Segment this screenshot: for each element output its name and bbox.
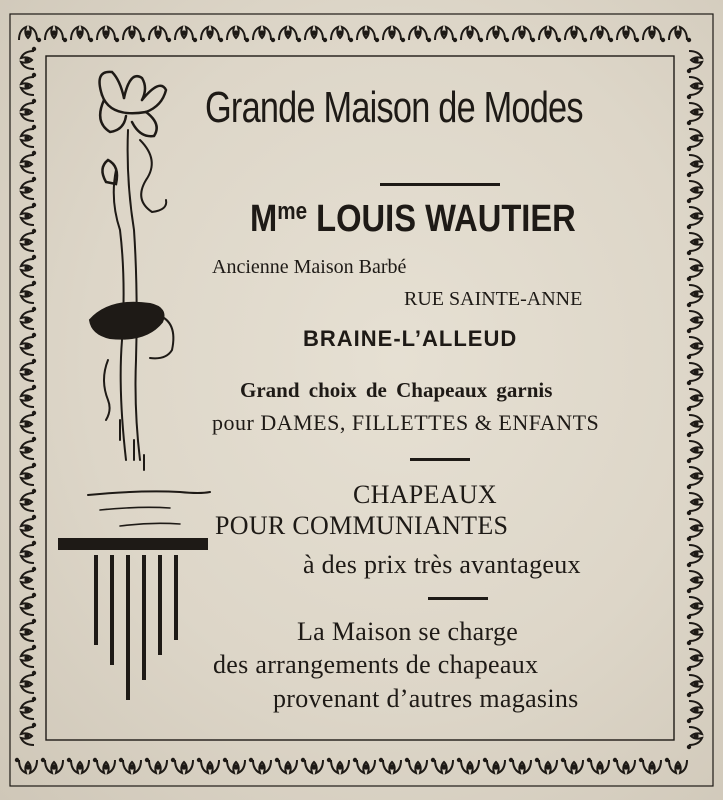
border-flower-icon bbox=[639, 758, 661, 773]
border-flower-icon bbox=[21, 47, 36, 69]
service-line-3: provenant d’autres magasins bbox=[273, 684, 579, 713]
border-flower-icon bbox=[687, 623, 702, 645]
border-flower-icon bbox=[687, 493, 702, 515]
border-flower-icon bbox=[45, 27, 67, 42]
border-flower-icon bbox=[457, 758, 479, 773]
section-divider-1 bbox=[410, 458, 470, 461]
shop-title: Grande Maison de Modes bbox=[205, 83, 583, 132]
border-flower-icon bbox=[67, 758, 89, 773]
border-flower-icon bbox=[249, 758, 271, 773]
border-flower-icon bbox=[21, 255, 36, 277]
border-flower-icon bbox=[123, 27, 145, 42]
border-flower-icon bbox=[21, 99, 36, 121]
city-line: BRAINE-L’ALLEUD bbox=[303, 326, 518, 351]
former-house-line: Ancienne Maison Barbé bbox=[212, 256, 407, 278]
border-flower-icon bbox=[119, 758, 141, 773]
border-flower-icon bbox=[21, 515, 36, 537]
border-flower-icon bbox=[97, 27, 119, 42]
border-flower-icon bbox=[21, 697, 36, 719]
border-flower-icon bbox=[539, 27, 561, 42]
border-flower-icon bbox=[687, 389, 702, 411]
lily-column-ornament-icon bbox=[50, 60, 220, 720]
border-flower-icon bbox=[643, 27, 665, 42]
border-flower-icon bbox=[513, 27, 535, 42]
border-flower-icon bbox=[301, 758, 323, 773]
street-line: RUE SAINTE-ANNE bbox=[404, 288, 583, 310]
border-flower-icon bbox=[275, 758, 297, 773]
border-flower-icon bbox=[21, 723, 36, 745]
border-flower-icon bbox=[21, 385, 36, 407]
proprietor-name bbox=[250, 200, 576, 238]
border-flower-icon bbox=[21, 411, 36, 433]
border-flower-icon bbox=[509, 758, 531, 773]
border-flower-icon bbox=[687, 51, 702, 73]
border-flower-icon bbox=[379, 758, 401, 773]
border-flower-icon bbox=[687, 337, 702, 359]
border-flower-icon bbox=[687, 285, 702, 307]
border-flower-icon bbox=[21, 463, 36, 485]
border-flower-icon bbox=[687, 701, 702, 723]
border-flower-icon bbox=[687, 649, 702, 671]
border-flower-icon bbox=[21, 489, 36, 511]
border-flower-icon bbox=[93, 758, 115, 773]
border-flower-icon bbox=[435, 27, 457, 42]
border-flower-icon bbox=[561, 758, 583, 773]
border-flower-icon bbox=[687, 259, 702, 281]
border-flower-icon bbox=[21, 437, 36, 459]
border-flower-icon bbox=[145, 758, 167, 773]
border-flower-icon bbox=[383, 27, 405, 42]
border-flower-icon bbox=[687, 571, 702, 593]
border-flower-icon bbox=[687, 233, 702, 255]
border-flower-icon bbox=[253, 27, 275, 42]
border-flower-icon bbox=[21, 125, 36, 147]
border-flower-icon bbox=[175, 27, 197, 42]
name-prefix: M bbox=[250, 198, 278, 240]
border-flower-icon bbox=[687, 77, 702, 99]
border-flower-icon bbox=[591, 27, 613, 42]
border-flower-icon bbox=[687, 207, 702, 229]
border-flower-icon bbox=[687, 675, 702, 697]
choice-line: Grand choix de Chapeaux garnis bbox=[240, 378, 553, 402]
border-flower-icon bbox=[21, 203, 36, 225]
border-flower-icon bbox=[483, 758, 505, 773]
border-flower-icon bbox=[535, 758, 557, 773]
border-flower-icon bbox=[357, 27, 379, 42]
border-flower-icon bbox=[21, 619, 36, 641]
border-flower-icon bbox=[227, 27, 249, 42]
border-flower-icon bbox=[21, 151, 36, 173]
border-flower-icon bbox=[21, 281, 36, 303]
border-flower-icon bbox=[21, 593, 36, 615]
border-flower-icon bbox=[21, 359, 36, 381]
title-divider bbox=[380, 183, 500, 186]
section-divider-2 bbox=[428, 597, 488, 600]
service-line-1: La Maison se charge bbox=[297, 617, 519, 646]
border-flower-icon bbox=[687, 103, 702, 125]
border-flower-icon bbox=[687, 129, 702, 151]
border-flower-icon bbox=[171, 758, 193, 773]
audience-line: pour DAMES, FILLETTES & ENFANTS bbox=[212, 410, 600, 435]
border-flower-icon bbox=[687, 311, 702, 333]
border-flower-icon bbox=[19, 27, 41, 42]
border-flower-icon bbox=[353, 758, 375, 773]
border-flower-icon bbox=[409, 27, 431, 42]
hats-line-2: POUR COMMUNIANTES bbox=[215, 511, 509, 540]
border-flower-icon bbox=[687, 545, 702, 567]
border-flower-icon bbox=[687, 727, 702, 749]
border-flower-icon bbox=[687, 155, 702, 177]
service-line-2: des arrangements de chapeaux bbox=[213, 650, 539, 679]
border-flower-icon bbox=[71, 27, 93, 42]
border-flower-icon bbox=[201, 27, 223, 42]
border-flower-icon bbox=[687, 597, 702, 619]
border-flower-icon bbox=[15, 758, 37, 773]
border-flower-icon bbox=[41, 758, 63, 773]
border-flower-icon bbox=[669, 27, 691, 42]
border-flower-icon bbox=[487, 27, 509, 42]
border-flower-icon bbox=[687, 467, 702, 489]
border-flower-icon bbox=[21, 177, 36, 199]
border-flower-icon bbox=[327, 758, 349, 773]
border-flower-icon bbox=[279, 27, 301, 42]
border-flower-icon bbox=[687, 415, 702, 437]
border-flower-icon bbox=[21, 229, 36, 251]
border-flower-icon bbox=[223, 758, 245, 773]
border-flower-icon bbox=[197, 758, 219, 773]
border-flower-icon bbox=[687, 519, 702, 541]
border-flower-icon bbox=[149, 27, 171, 42]
border-flower-icon bbox=[21, 567, 36, 589]
border-flower-icon bbox=[687, 363, 702, 385]
border-flower-icon bbox=[565, 27, 587, 42]
border-flower-icon bbox=[21, 645, 36, 667]
border-flower-icon bbox=[431, 758, 453, 773]
border-flower-icon bbox=[405, 758, 427, 773]
border-flower-icon bbox=[21, 671, 36, 693]
name-prefix-superscript: me bbox=[277, 198, 308, 225]
price-line: à des prix très avantageux bbox=[303, 550, 581, 579]
border-flower-icon bbox=[21, 73, 36, 95]
border-flower-icon bbox=[687, 181, 702, 203]
name-text: LOUIS WAUTIER bbox=[316, 198, 576, 240]
border-flower-icon bbox=[665, 758, 687, 773]
border-flower-icon bbox=[21, 307, 36, 329]
border-flower-icon bbox=[305, 27, 327, 42]
border-flower-icon bbox=[687, 441, 702, 463]
border-flower-icon bbox=[331, 27, 353, 42]
border-flower-icon bbox=[613, 758, 635, 773]
hats-line-1: CHAPEAUX bbox=[353, 480, 497, 509]
border-flower-icon bbox=[461, 27, 483, 42]
border-flower-icon bbox=[587, 758, 609, 773]
border-flower-icon bbox=[21, 541, 36, 563]
border-flower-icon bbox=[617, 27, 639, 42]
border-flower-icon bbox=[21, 333, 36, 355]
